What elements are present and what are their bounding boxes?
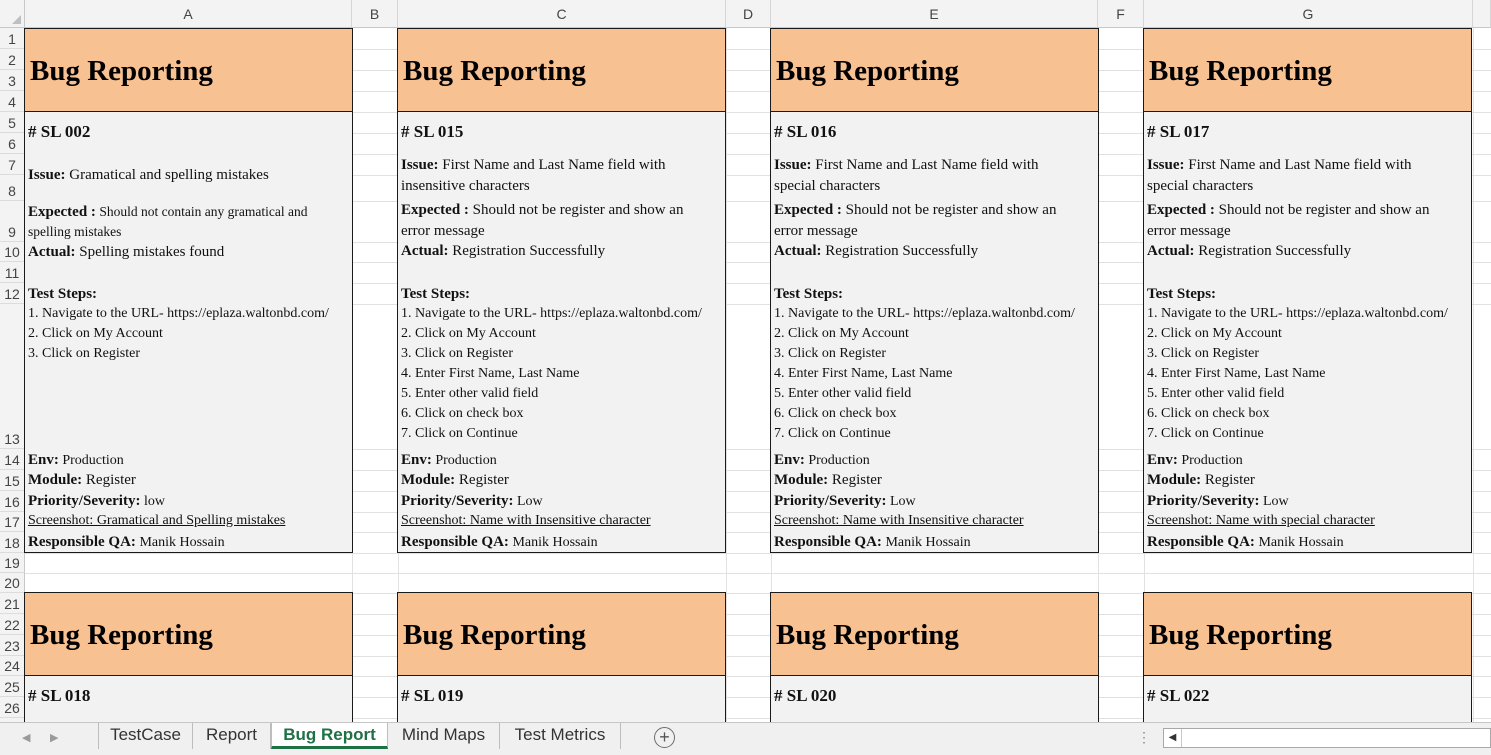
expected-line-2: spelling mistakes bbox=[28, 224, 122, 239]
responsible-qa-line: Responsible QA: Manik Hossain bbox=[774, 534, 971, 550]
sheet-tab-test-metrics[interactable]: Test Metrics bbox=[500, 723, 621, 749]
select-all-corner[interactable] bbox=[0, 0, 25, 28]
actual-line: Actual: Registration Successfully bbox=[1147, 243, 1352, 259]
responsible-qa-line: Responsible QA: Manik Hossain bbox=[28, 534, 225, 550]
env-line: Env: Production bbox=[774, 452, 870, 468]
more-options-icon[interactable]: ⋮ bbox=[1137, 729, 1150, 745]
column-header-f[interactable]: F bbox=[1098, 0, 1144, 28]
sheet-tab-mind-maps[interactable]: Mind Maps bbox=[388, 723, 500, 749]
bug-card-body[interactable] bbox=[770, 112, 1099, 553]
bug-card-title: Bug Reporting bbox=[403, 55, 586, 87]
module-line: Module: Register bbox=[774, 472, 882, 488]
priority-line: Priority/Severity: low bbox=[28, 493, 165, 509]
bug-card-header[interactable] bbox=[397, 592, 726, 676]
row-header[interactable]: 20 bbox=[0, 573, 25, 593]
horizontal-scrollbar[interactable] bbox=[1163, 728, 1491, 748]
screenshot-link[interactable]: Screenshot: Name with special character bbox=[1147, 513, 1375, 528]
row-header[interactable]: 1 bbox=[0, 28, 25, 49]
bug-card-header[interactable] bbox=[1143, 592, 1472, 676]
row-header[interactable]: 9 bbox=[0, 201, 25, 242]
bug-card-title: Bug Reporting bbox=[30, 55, 213, 87]
row-header[interactable]: 25 bbox=[0, 676, 25, 697]
sheet-tab-bug-report[interactable]: Bug Report bbox=[271, 723, 388, 749]
issue-line: Issue: First Name and Last Name field with bbox=[774, 157, 1039, 173]
sheet-tab-bar bbox=[0, 722, 1491, 755]
sheet-tab-report[interactable]: Report bbox=[193, 723, 271, 749]
module-line: Module: Register bbox=[401, 472, 509, 488]
issue-line: Issue: First Name and Last Name field with bbox=[1147, 157, 1412, 173]
scroll-tabs-right-icon[interactable]: ▶ bbox=[50, 732, 59, 744]
row-header[interactable]: 10 bbox=[0, 242, 25, 262]
row-header[interactable]: 14 bbox=[0, 449, 25, 470]
bug-id: # SL 022 bbox=[1147, 686, 1210, 705]
test-steps-list: 1. Navigate to the URL- https://eplaza.waltonbd.com/ 2. Click on My Account 3. Click on Register bbox=[28, 306, 329, 361]
bug-card-title: Bug Reporting bbox=[30, 619, 213, 651]
row-header[interactable]: 2 bbox=[0, 49, 25, 70]
column-header-g[interactable]: G bbox=[1144, 0, 1473, 28]
column-header-b[interactable]: B bbox=[352, 0, 398, 28]
bug-card-body[interactable] bbox=[24, 112, 353, 553]
add-sheet-icon[interactable]: + bbox=[654, 727, 675, 748]
row-header[interactable]: 22 bbox=[0, 614, 25, 635]
bug-card-title: Bug Reporting bbox=[1149, 55, 1332, 87]
module-line: Module: Register bbox=[28, 472, 136, 488]
issue-line-2: special characters bbox=[1147, 178, 1254, 194]
row-header[interactable]: 11 bbox=[0, 262, 25, 283]
column-header-blank bbox=[1473, 0, 1491, 28]
issue-line-2: insensitive characters bbox=[401, 178, 530, 194]
test-steps-label: Test Steps: bbox=[774, 286, 844, 302]
actual-line: Actual: Registration Successfully bbox=[774, 243, 979, 259]
expected-line: Expected : Should not be register and show an bbox=[1147, 202, 1430, 218]
bug-card-header[interactable] bbox=[770, 28, 1099, 112]
column-header-c[interactable]: C bbox=[398, 0, 726, 28]
expected-line: Expected : Should not be register and show an bbox=[774, 202, 1057, 218]
row-header[interactable]: 24 bbox=[0, 656, 25, 676]
env-line: Env: Production bbox=[28, 452, 124, 468]
bug-card-header[interactable] bbox=[24, 28, 353, 112]
column-header-a[interactable]: A bbox=[25, 0, 352, 28]
bug-card-header[interactable] bbox=[1143, 28, 1472, 112]
row-header[interactable]: 21 bbox=[0, 593, 25, 614]
expected-line-2: error message bbox=[401, 223, 485, 239]
priority-line: Priority/Severity: Low bbox=[401, 493, 543, 509]
row-header[interactable]: 19 bbox=[0, 553, 25, 573]
screenshot-link[interactable]: Screenshot: Name with Insensitive character bbox=[774, 513, 1024, 528]
bug-id: # SL 017 bbox=[1147, 122, 1210, 141]
priority-line: Priority/Severity: Low bbox=[774, 493, 916, 509]
test-steps-label: Test Steps: bbox=[28, 286, 98, 302]
test-steps-list: 1. Navigate to the URL- https://eplaza.waltonbd.com/ 2. Click on My Account 3. Click on Register 4. Enter First Name, Last Name 5. Enter other valid field 6. Click on check box 7. Click on Continue bbox=[401, 306, 702, 441]
bug-card-header[interactable] bbox=[397, 28, 726, 112]
column-header-d[interactable]: D bbox=[726, 0, 771, 28]
expected-line: Expected : Should not be register and show an bbox=[401, 202, 684, 218]
screenshot-link[interactable]: Screenshot: Gramatical and Spelling mistakes bbox=[28, 513, 286, 528]
scrollbar-thumb[interactable] bbox=[1183, 731, 1243, 745]
bug-id: # SL 020 bbox=[774, 686, 837, 705]
bug-id: # SL 015 bbox=[401, 122, 464, 141]
row-header[interactable]: 23 bbox=[0, 635, 25, 656]
row-header[interactable]: 17 bbox=[0, 512, 25, 532]
row-header[interactable]: 26 bbox=[0, 697, 25, 718]
row-header[interactable]: 6 bbox=[0, 133, 25, 154]
bug-card-header[interactable] bbox=[770, 592, 1099, 676]
env-line: Env: Production bbox=[1147, 452, 1243, 468]
bug-card-header[interactable] bbox=[24, 592, 353, 676]
scroll-left-icon[interactable]: ◀ bbox=[1164, 729, 1182, 747]
row-header[interactable]: 4 bbox=[0, 91, 25, 112]
column-header-e[interactable]: E bbox=[771, 0, 1098, 28]
row-header[interactable]: 16 bbox=[0, 491, 25, 512]
bug-card-title: Bug Reporting bbox=[776, 619, 959, 651]
test-steps-list: 1. Navigate to the URL- https://eplaza.waltonbd.com/ 2. Click on My Account 3. Click on Register 4. Enter First Name, Last Name 5. Enter other valid field 6. Click on check box 7. Click on Continue bbox=[774, 306, 1075, 441]
issue-line-2: special characters bbox=[774, 178, 881, 194]
actual-line: Actual: Registration Successfully bbox=[401, 243, 606, 259]
bug-card-title: Bug Reporting bbox=[1149, 619, 1332, 651]
module-line: Module: Register bbox=[1147, 472, 1255, 488]
row-header[interactable]: 7 bbox=[0, 154, 25, 175]
screenshot-link[interactable]: Screenshot: Name with Insensitive character bbox=[401, 513, 651, 528]
bug-card-body[interactable] bbox=[397, 112, 726, 553]
scroll-tabs-left-icon[interactable]: ◀ bbox=[22, 732, 31, 744]
bug-id: # SL 016 bbox=[774, 122, 837, 141]
test-steps-label: Test Steps: bbox=[1147, 286, 1217, 302]
priority-line: Priority/Severity: Low bbox=[1147, 493, 1289, 509]
row-header[interactable]: 8 bbox=[0, 175, 25, 201]
issue-line: Issue: First Name and Last Name field with bbox=[401, 157, 666, 173]
expected-line-2: error message bbox=[774, 223, 858, 239]
test-steps-label: Test Steps: bbox=[401, 286, 471, 302]
row-header[interactable]: 15 bbox=[0, 470, 25, 491]
expected-line-2: error message bbox=[1147, 223, 1231, 239]
row-header[interactable]: 3 bbox=[0, 70, 25, 91]
responsible-qa-line: Responsible QA: Manik Hossain bbox=[1147, 534, 1344, 550]
expected-line: Expected : Should not contain any gramatical and bbox=[28, 204, 308, 220]
responsible-qa-line: Responsible QA: Manik Hossain bbox=[401, 534, 598, 550]
row-header[interactable]: 5 bbox=[0, 112, 25, 133]
bug-id: # SL 002 bbox=[28, 122, 91, 141]
row-header[interactable]: 18 bbox=[0, 532, 25, 553]
actual-line: Actual: Spelling mistakes found bbox=[28, 244, 225, 260]
bug-id: # SL 019 bbox=[401, 686, 464, 705]
issue-line: Issue: Gramatical and spelling mistakes bbox=[28, 167, 269, 183]
bug-card-title: Bug Reporting bbox=[776, 55, 959, 87]
test-steps-list: 1. Navigate to the URL- https://eplaza.waltonbd.com/ 2. Click on My Account 3. Click on Register 4. Enter First Name, Last Name 5. Enter other valid field 6. Click on check box 7. Click on Continue bbox=[1147, 306, 1448, 441]
bug-card-title: Bug Reporting bbox=[403, 619, 586, 651]
env-line: Env: Production bbox=[401, 452, 497, 468]
sheet-tab-testcase[interactable]: TestCase bbox=[98, 723, 193, 749]
bug-card-body[interactable] bbox=[1143, 112, 1472, 553]
row-header[interactable]: 13 bbox=[0, 304, 25, 449]
row-header[interactable]: 12 bbox=[0, 283, 25, 304]
bug-id: # SL 018 bbox=[28, 686, 91, 705]
